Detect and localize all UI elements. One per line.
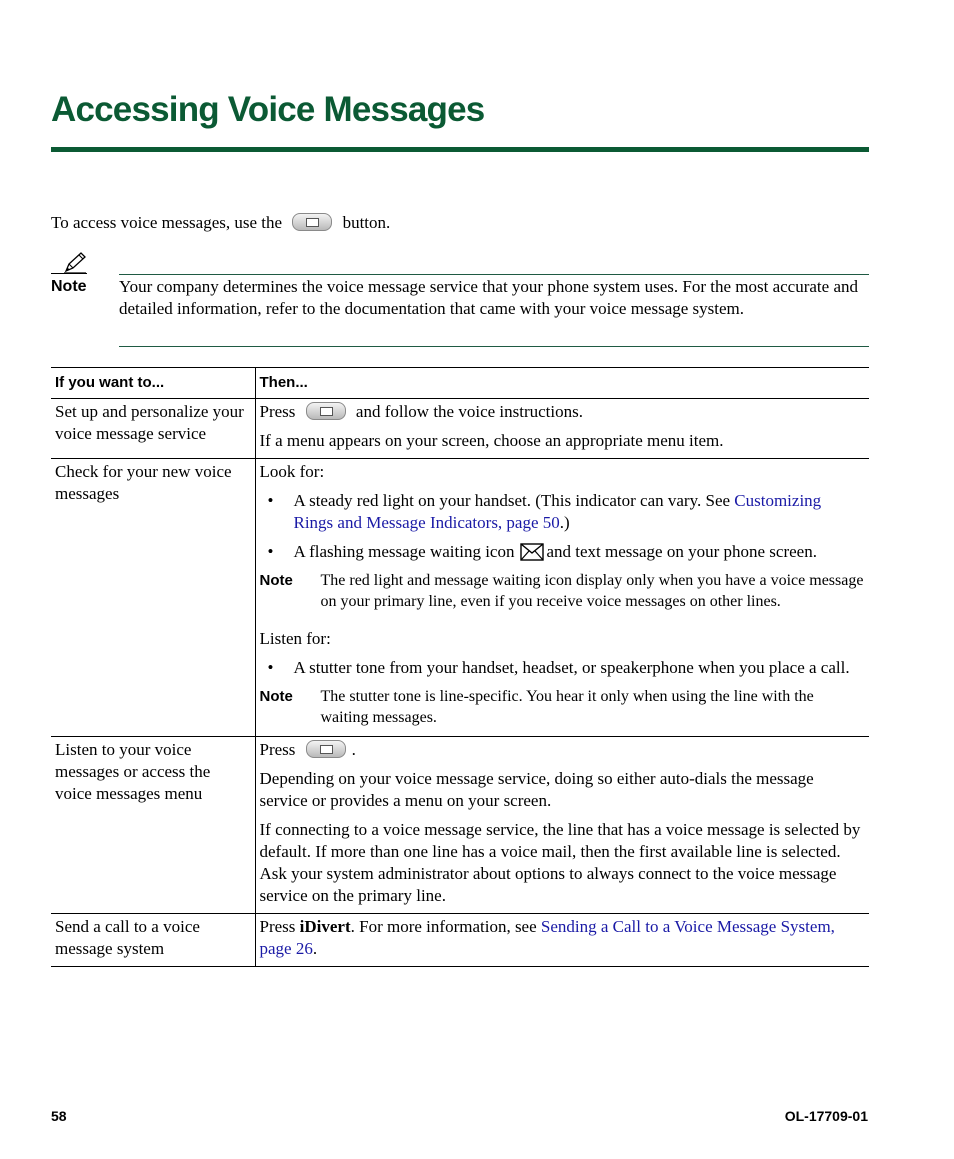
list-item [260, 490, 866, 534]
inline-note-label: Note [259, 572, 293, 589]
bullet-text: A steady red light on your handset. (This indicator can vary. See [293, 491, 731, 510]
note-bottom-rule [119, 346, 869, 347]
intro-sentence [51, 213, 390, 233]
page-title: Accessing Voice Messages [51, 90, 485, 129]
table-header-row [51, 368, 869, 399]
instruction-end: . [312, 939, 318, 958]
task-cell: Check for your new voice messages [51, 459, 255, 737]
inline-note-label: Note [259, 688, 293, 705]
task-cell: Send a call to a voice message system [51, 914, 255, 967]
instruction: If connecting to a voice message service, the line that has a voice message is selected by default. If more than one line has a voice mail, then the first available line is selected. Ask your system administrator about options to always connect to the voice message service on the primary line. [259, 820, 861, 905]
listen-for-list [260, 657, 866, 679]
pencil-note-icon [62, 251, 88, 275]
press-after-text: . [351, 740, 356, 759]
intro-text-end: button. [342, 213, 391, 232]
column-header-task: If you want to... [51, 368, 255, 399]
table-row [51, 399, 869, 459]
instruction-text: . For more information, see [350, 917, 537, 936]
press-text: Press [259, 917, 296, 936]
action-cell [255, 914, 869, 967]
bullet-text-end: .) [559, 513, 570, 532]
title-rule [51, 147, 869, 152]
cross-reference-link[interactable]: Sending a Call to a Voice Message System, page 26 [259, 917, 835, 958]
bullet-text-end: and text message on your phone screen. [546, 542, 817, 561]
page-number: 58 [51, 1108, 67, 1124]
instruction [260, 401, 866, 423]
look-for-list [260, 490, 866, 563]
softkey-name: iDivert [299, 917, 351, 936]
table-row [51, 914, 869, 967]
voice-messages-table [51, 367, 869, 967]
note-text: Your company determines the voice message service that your phone system uses. For the most accurate and detailed information, refer to the documentation that came with your voice message system. [119, 277, 858, 318]
inline-note-text: The red light and message waiting icon display only when you have a voice message on your primary line, even if you receive voice messages on other lines. [320, 572, 864, 610]
inline-note [260, 686, 866, 728]
messages-button-icon [306, 740, 346, 758]
inline-note-text: The stutter tone is line-specific. You hear it only when using the line with the waiting messages. [320, 688, 814, 726]
press-text: Press [259, 402, 296, 421]
press-text: Press [259, 740, 296, 759]
table-row [51, 459, 869, 737]
listen-for-text: Listen for: [259, 629, 331, 648]
instruction: If a menu appears on your screen, choose an appropriate menu item. [259, 431, 724, 450]
action-cell [255, 459, 869, 737]
note-icon-rule [51, 273, 87, 274]
intro-text: To access voice messages, use the [51, 213, 283, 232]
bullet-text: A flashing message waiting icon [293, 542, 515, 561]
note-label: Note [51, 278, 87, 295]
cross-reference-link[interactable]: Customizing Rings and Message Indicators, page 50 [293, 491, 822, 532]
task-cell: Listen to your voice messages or access the voice messages menu [51, 737, 255, 914]
column-header-then: Then... [255, 368, 869, 399]
table-row [51, 737, 869, 914]
inline-note [260, 570, 866, 612]
look-for-text: Look for: [259, 462, 325, 481]
instruction [260, 916, 866, 960]
action-cell [255, 737, 869, 914]
messages-button-icon [306, 402, 346, 420]
list-item [260, 541, 866, 563]
document-number: OL-17709-01 [784, 1108, 868, 1124]
action-cell [255, 399, 869, 459]
instruction: Depending on your voice message service, doing so either auto-dials the message service or provides a menu on your screen. [259, 769, 814, 810]
list-item: • A stutter tone from your handset, headset, or speakerphone when you place a call. [260, 657, 866, 679]
note-top-rule [119, 274, 869, 275]
message-waiting-envelope-icon [520, 543, 544, 561]
messages-button-icon [292, 213, 332, 231]
task-cell: Set up and personalize your voice message service [51, 399, 255, 459]
press-after-text: and follow the voice instructions. [355, 402, 583, 421]
instruction [260, 739, 866, 761]
